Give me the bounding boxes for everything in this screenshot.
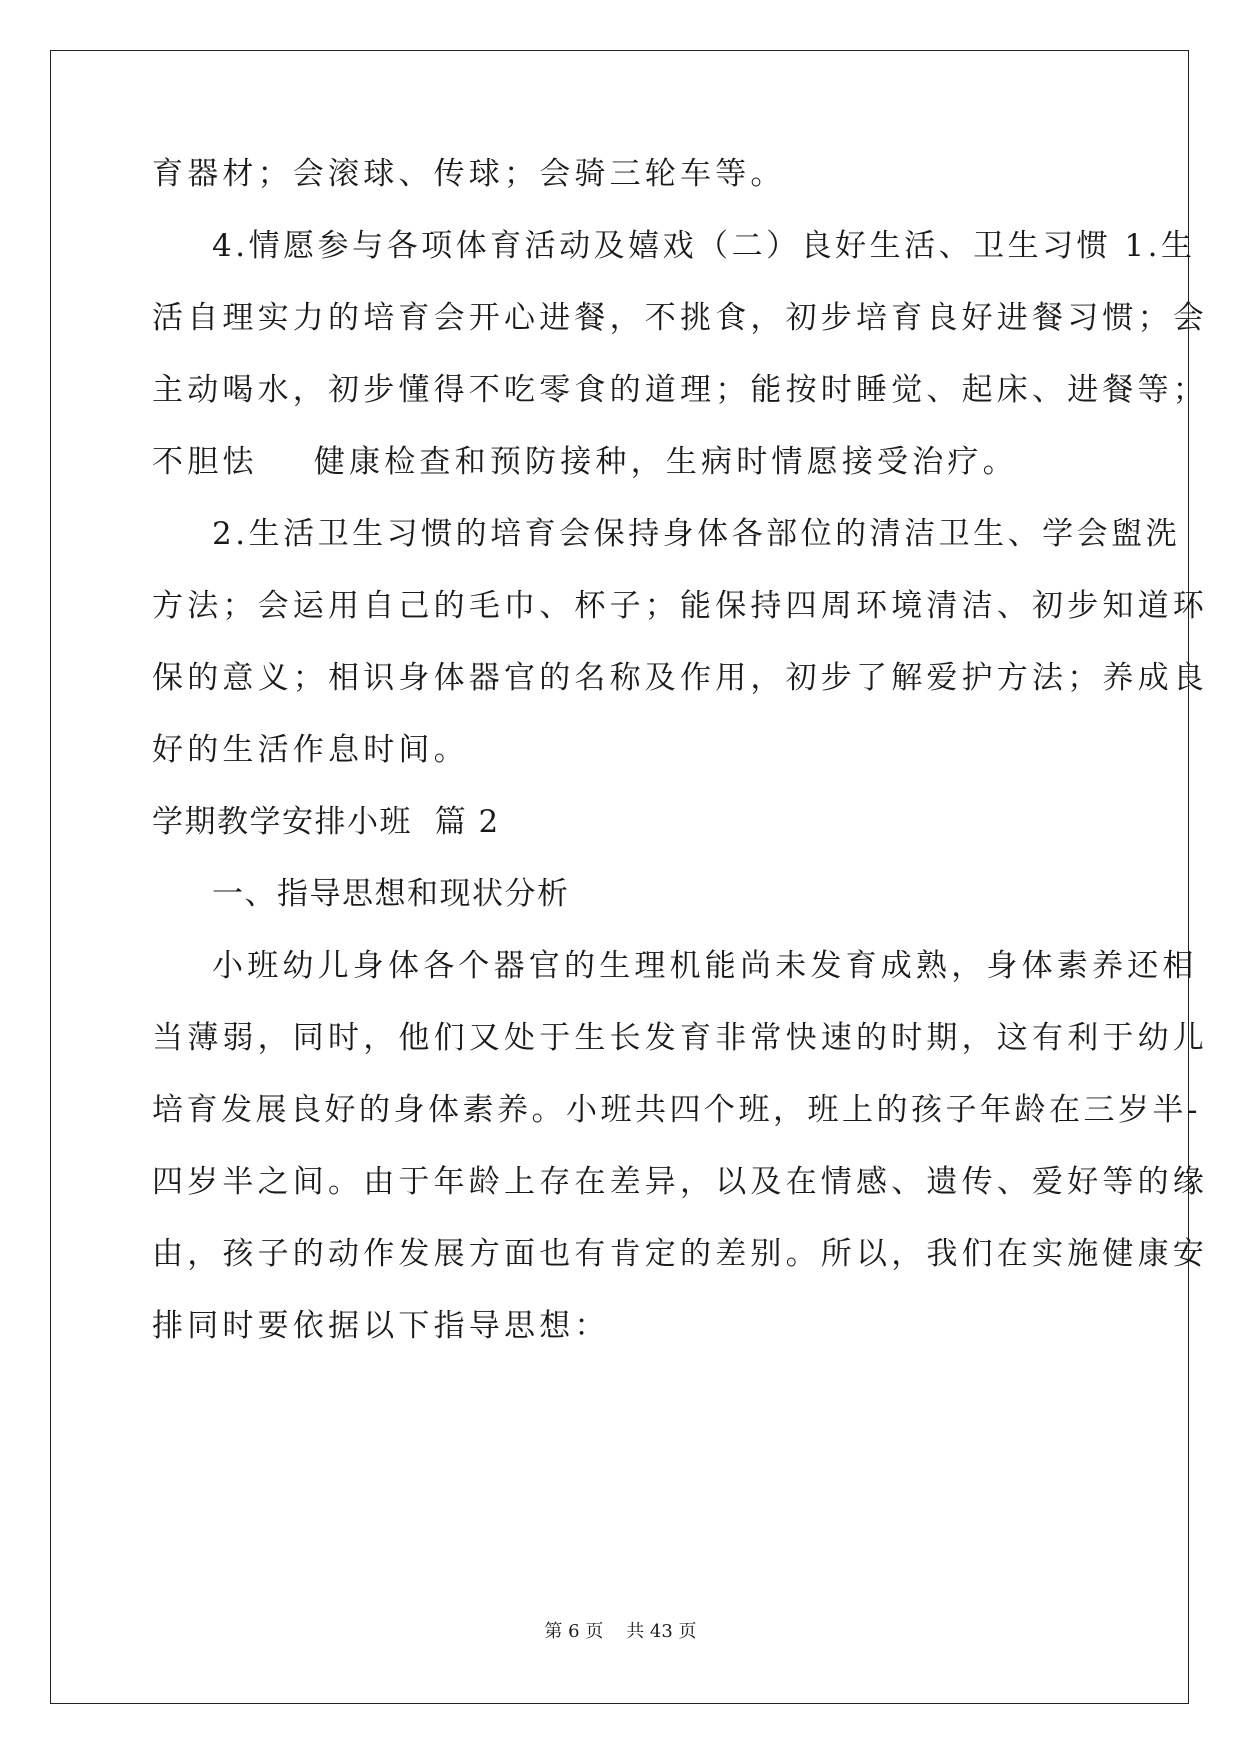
text-line: 活自理实力的培育会开心进餐，不挑食，初步培育良好进餐习惯；会 <box>152 300 1208 336</box>
text-line: 保的意义；相识身体器官的名称及作用，初步了解爱护方法；养成良 <box>152 660 1208 696</box>
text-line: 好的生活作息时间。 <box>152 732 469 768</box>
text-line: 当薄弱，同时，他们又处于生长发育非常快速的时期，这有利于幼儿 <box>152 1020 1208 1056</box>
text-line: 不胆怯 健康检查和预防接种，生病时情愿接受治疗。 <box>152 444 1018 480</box>
page-footer <box>0 1620 1241 1644</box>
text-line: 小班幼儿身体各个器官的生理机能尚未发育成熟，身体素养还相 <box>212 948 1198 984</box>
text-line: 育器材；会滚球、传球；会骑三轮车等。 <box>152 156 786 192</box>
text-line: 主动喝水，初步懂得不吃零食的道理；能按时睡觉、起床、进餐等； <box>152 372 1208 408</box>
text-line: 方法；会运用自己的毛巾、杯子；能保持四周环境清洁、初步知道环 <box>152 588 1208 624</box>
text-line: 培育发展良好的身体素养。小班共四个班，班上的孩子年龄在三岁半- <box>152 1092 1201 1128</box>
text-line: 排同时要依据以下指导思想： <box>152 1308 610 1344</box>
text-line: 四岁半之间。由于年龄上存在差异，以及在情感、遗传、爱好等的缘 <box>152 1164 1208 1200</box>
page-number: 第 6 页 共 43 页 <box>544 1621 697 1642</box>
subsection-heading: 一、指导思想和现状分析 <box>212 876 570 912</box>
text-line: 由，孩子的动作发展方面也有肯定的差别。所以，我们在实施健康安 <box>152 1236 1208 1272</box>
text-line: 2.生活卫生习惯的培育会保持身体各部位的清洁卫生、学会盥洗 <box>212 516 1181 552</box>
text-line: 4.情愿参与各项体育活动及嬉戏（二）良好生活、卫生习惯 1.生 <box>212 228 1196 264</box>
section-heading: 学期教学安排小班 篇 2 <box>152 804 500 840</box>
